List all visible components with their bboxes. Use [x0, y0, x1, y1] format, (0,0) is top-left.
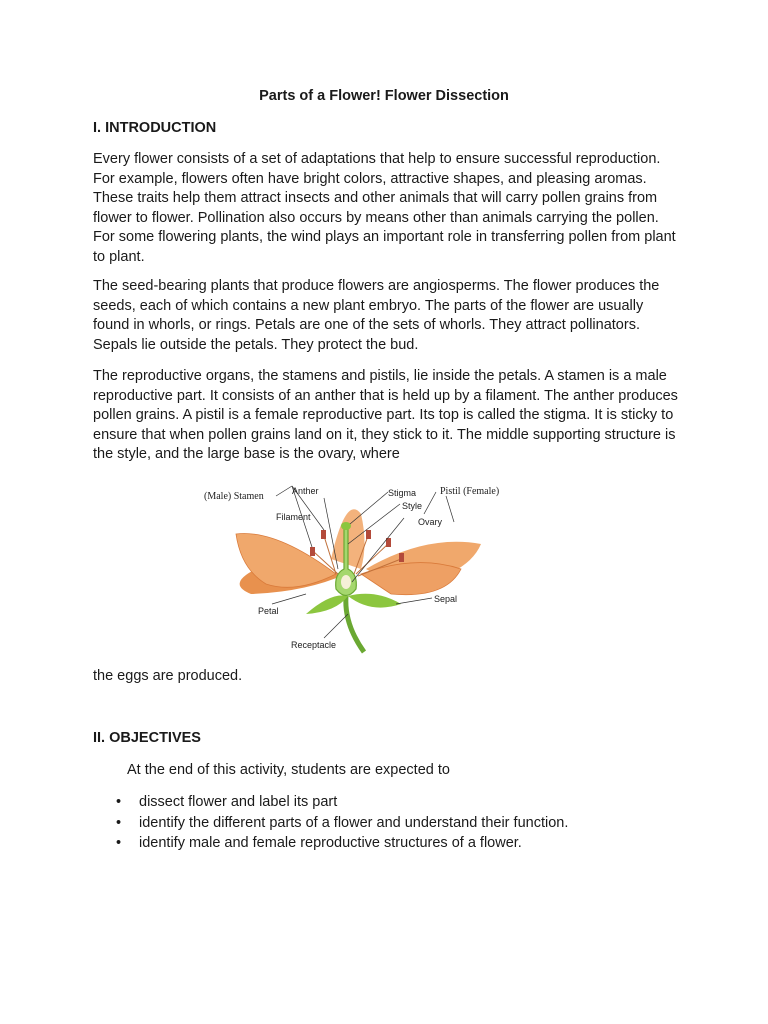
bullet-icon: •: [116, 835, 122, 851]
bullet-icon: •: [116, 814, 122, 831]
label-sepal: Sepal: [434, 594, 458, 604]
sepal-left: [306, 595, 348, 614]
ovary: [341, 575, 351, 589]
label-receptacle: Receptacle: [291, 640, 337, 650]
list-item: [116, 815, 568, 836]
label-style: Style: [402, 501, 423, 511]
intro-paragraph-continuation: the eggs are produced.: [93, 668, 243, 684]
sepal-right: [348, 594, 401, 608]
introduction-heading: I. INTRODUCTION: [93, 120, 217, 136]
anther-3: [366, 530, 371, 539]
objectives-heading: II. OBJECTIVES: [93, 730, 201, 746]
label-ovary: Ovary: [418, 517, 443, 527]
intro-paragraph-1: Every flower consists of a set of adaptations that help to ensure successful reproduction. For example, flowers often have bright colors, attractive shapes, and pleasing aromas. These traits help them attract insects and other animals that will carry pollen grains from flower to flower. Pollination also occurs by means other than animals carrying the pollen. For some flowering plants, the wind plays an important role in transferring pollen from plant to plant.: [93, 151, 676, 265]
objective-text: identify the different parts of a flower and understand their function.: [139, 814, 569, 831]
anther-2: [310, 547, 315, 556]
list-item: [116, 835, 568, 856]
objective-text: dissect flower and label its part: [139, 794, 338, 810]
stem: [346, 596, 364, 652]
intro-paragraph-2: The seed-bearing plants that produce flowers are angiosperms. The flower produces the seeds, each of which contains a new plant embryo. The parts of the flower are usually found in whorls, or rings. Petals are one of the sets of whorls. They attract pollinators. Sepals lie outside the petals. They protect the bud.: [93, 278, 660, 353]
label-filament: Filament: [276, 512, 311, 522]
stigma: [341, 522, 351, 530]
label-stigma: Stigma: [388, 488, 417, 498]
label-anther: Anther: [292, 486, 319, 496]
flower-diagram: [196, 474, 526, 658]
label-male-stamen: (Male) Stamen: [204, 491, 264, 502]
bullet-icon: •: [116, 794, 122, 810]
objectives-intro: At the end of this activity, students are expected to: [127, 762, 450, 778]
label-petal: Petal: [258, 606, 279, 616]
label-pistil-female: Pistil (Female): [440, 486, 500, 497]
anther-5: [399, 553, 404, 562]
anther-1: [321, 530, 326, 539]
intro-paragraph-3: The reproductive organs, the stamens and pistils, lie inside the petals. A stamen is a male reproductive part. It consists of an anther that is held up by a filament. The anther produces pollen grains. A pistil is a female reproductive part. Its top is called the stigma. It is sticky to ensure that when pollen grains land on it, they stick to it. The middle supporting structure is the style, and the large base is the ovary, where: [93, 368, 678, 462]
objective-text: identify male and female reproductive structures of a flower.: [139, 835, 522, 851]
objectives-list: [116, 794, 568, 856]
page-title: Parts of a Flower! Flower Dissection: [259, 88, 509, 104]
list-item: [116, 794, 568, 815]
